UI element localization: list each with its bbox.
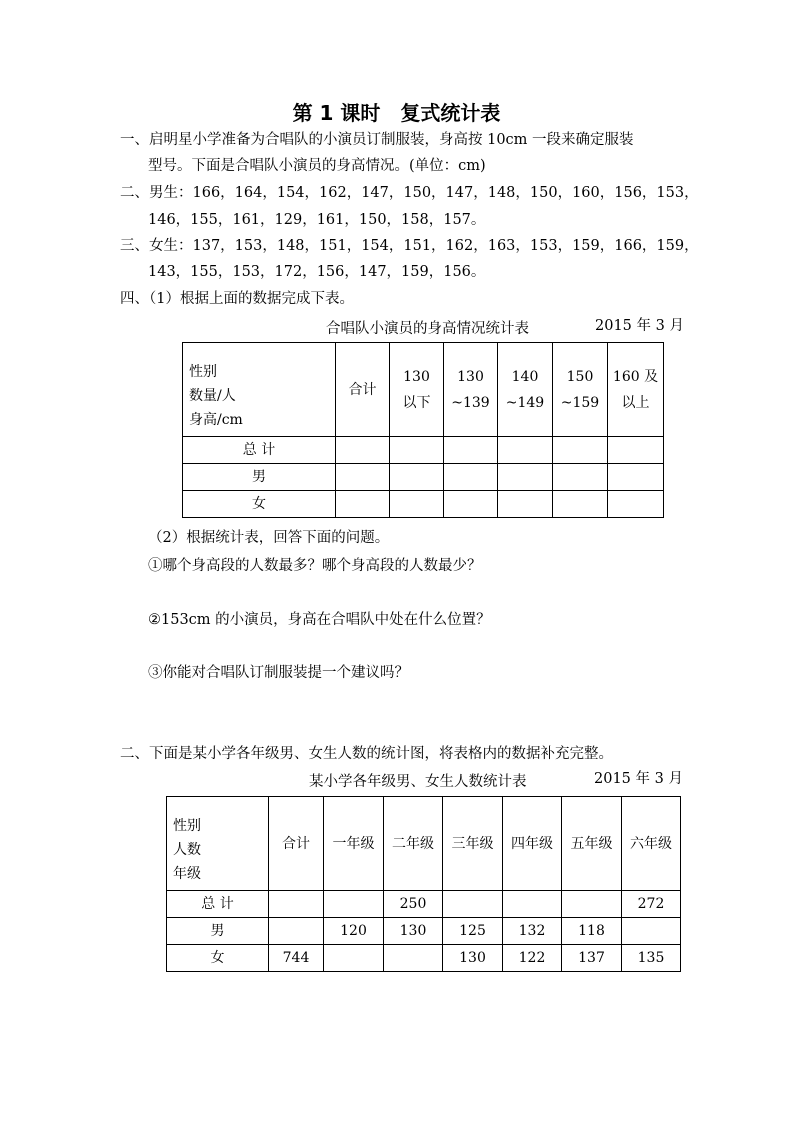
table-cell[interactable] (498, 491, 553, 518)
header-count-label: 数量/人 (189, 388, 236, 404)
girls-heights-line-1: 三、女生：137，153，148，151，154，151，162，163，153，159，166，159， (120, 238, 699, 254)
col-header-130-139: 130 ~139 (444, 343, 498, 437)
girls-heights-line-2: 143，155，153，172，156，147，159，156。 (148, 264, 486, 280)
table-row (183, 464, 664, 491)
header-grade-label: 年级 (173, 866, 201, 882)
table-cell[interactable] (336, 437, 390, 464)
table-cell[interactable]: 135 (622, 945, 681, 972)
table-cell[interactable]: 132 (503, 918, 562, 945)
col-header-grade-2: 二年级 (384, 797, 443, 891)
page-title: 第 1 课时 复式统计表 (292, 101, 501, 125)
row-label-boys: 男 (183, 464, 336, 491)
table-row (167, 918, 681, 945)
table-cell[interactable]: 137 (562, 945, 622, 972)
table-cell[interactable] (384, 945, 443, 972)
table-cell[interactable] (324, 891, 384, 918)
question-3: ③你能对合唱队订制服装提一个建议吗？ (148, 665, 409, 681)
table-cell[interactable] (608, 491, 664, 518)
table-row (183, 491, 664, 518)
table-row (183, 437, 664, 464)
boys-heights-line-2: 146，155，161，129，161，150，158，157。 (148, 212, 486, 228)
table-1-caption: 合唱队小演员的身高情况统计表 (326, 321, 529, 337)
table-cell[interactable]: 744 (269, 945, 324, 972)
row-label-girls: 女 (183, 491, 336, 518)
table-cell[interactable] (444, 491, 498, 518)
boys-heights-line-1: 二、男生：166，164，154，162，147，150，147，148，150，160，156，153， (120, 185, 699, 201)
table-cell[interactable]: 250 (384, 891, 443, 918)
table-cell[interactable] (336, 464, 390, 491)
header-gender-label: 性别 (189, 364, 217, 380)
task-2-instruction: （2）根据统计表，回答下面的问题。 (148, 530, 390, 546)
table-cell[interactable]: 122 (503, 945, 562, 972)
col-header-grade-1: 一年级 (324, 797, 384, 891)
col-header-grade-5: 五年级 (562, 797, 622, 891)
header-gender-label: 性别 (173, 818, 201, 834)
table-row (167, 891, 681, 918)
table-cell[interactable]: 125 (443, 918, 503, 945)
row-label-total: 总 计 (167, 891, 269, 918)
table-cell[interactable] (324, 945, 384, 972)
table-cell[interactable] (336, 491, 390, 518)
table-2-caption: 某小学各年级男、女生人数统计表 (309, 774, 527, 790)
question-1: ①哪个身高段的人数最多？哪个身高段的人数最少？ (148, 558, 482, 574)
table-cell[interactable] (498, 437, 553, 464)
table-cell[interactable] (622, 918, 681, 945)
table-1-date: 2015 年 3 月 (595, 318, 684, 334)
problem-1-intro-line-1: 一、启明星小学准备为合唱队的小演员订制服装，身高按 10cm 一段来确定服装 (120, 132, 634, 148)
row-label-girls: 女 (167, 945, 269, 972)
table-2-date: 2015 年 3 月 (594, 771, 683, 787)
col-header-below-130: 130 以下 (390, 343, 444, 437)
table-cell[interactable]: 118 (562, 918, 622, 945)
table-cell[interactable] (553, 491, 608, 518)
table-1-diagonal-header (183, 343, 336, 437)
col-header-grade-6: 六年级 (622, 797, 681, 891)
table-2-diagonal-header (167, 797, 269, 891)
problem-1-intro-line-2: 型号。下面是合唱队小演员的身高情况。(单位：cm) (148, 158, 486, 174)
table-cell[interactable] (269, 891, 324, 918)
table-cell[interactable] (608, 437, 664, 464)
col-header-grade-4: 四年级 (503, 797, 562, 891)
table-cell[interactable]: 120 (324, 918, 384, 945)
header-count-label: 人数 (173, 842, 201, 858)
col-header-150-159: 150 ~159 (553, 343, 608, 437)
table-cell[interactable] (390, 491, 444, 518)
table-cell[interactable] (444, 437, 498, 464)
table-cell[interactable] (608, 464, 664, 491)
table-cell[interactable] (269, 918, 324, 945)
table-cell[interactable] (443, 891, 503, 918)
height-statistics-table (182, 342, 664, 518)
problem-2-intro: 二、下面是某小学各年级男、女生人数的统计图，将表格内的数据补充完整。 (120, 746, 613, 762)
col-header-total: 合计 (269, 797, 324, 891)
grade-enrollment-table (166, 796, 681, 972)
table-cell[interactable] (390, 437, 444, 464)
table-cell[interactable] (444, 464, 498, 491)
table-cell[interactable] (553, 437, 608, 464)
table-cell[interactable]: 130 (384, 918, 443, 945)
table-cell[interactable] (503, 891, 562, 918)
row-label-boys: 男 (167, 918, 269, 945)
table-cell[interactable] (553, 464, 608, 491)
col-header-140-149: 140 ~149 (498, 343, 553, 437)
table-cell[interactable] (390, 464, 444, 491)
task-1-instruction: 四、（1）根据上面的数据完成下表。 (120, 291, 354, 307)
question-2: ②153cm 的小演员，身高在合唱队中处在什么位置？ (148, 612, 491, 628)
table-cell[interactable] (498, 464, 553, 491)
col-header-total: 合计 (336, 343, 390, 437)
row-label-total: 总 计 (183, 437, 336, 464)
table-row (167, 945, 681, 972)
table-cell[interactable] (562, 891, 622, 918)
col-header-grade-3: 三年级 (443, 797, 503, 891)
table-cell[interactable]: 272 (622, 891, 681, 918)
col-header-160-above: 160 及 以上 (608, 343, 664, 437)
table-cell[interactable]: 130 (443, 945, 503, 972)
header-height-label: 身高/cm (189, 412, 243, 428)
